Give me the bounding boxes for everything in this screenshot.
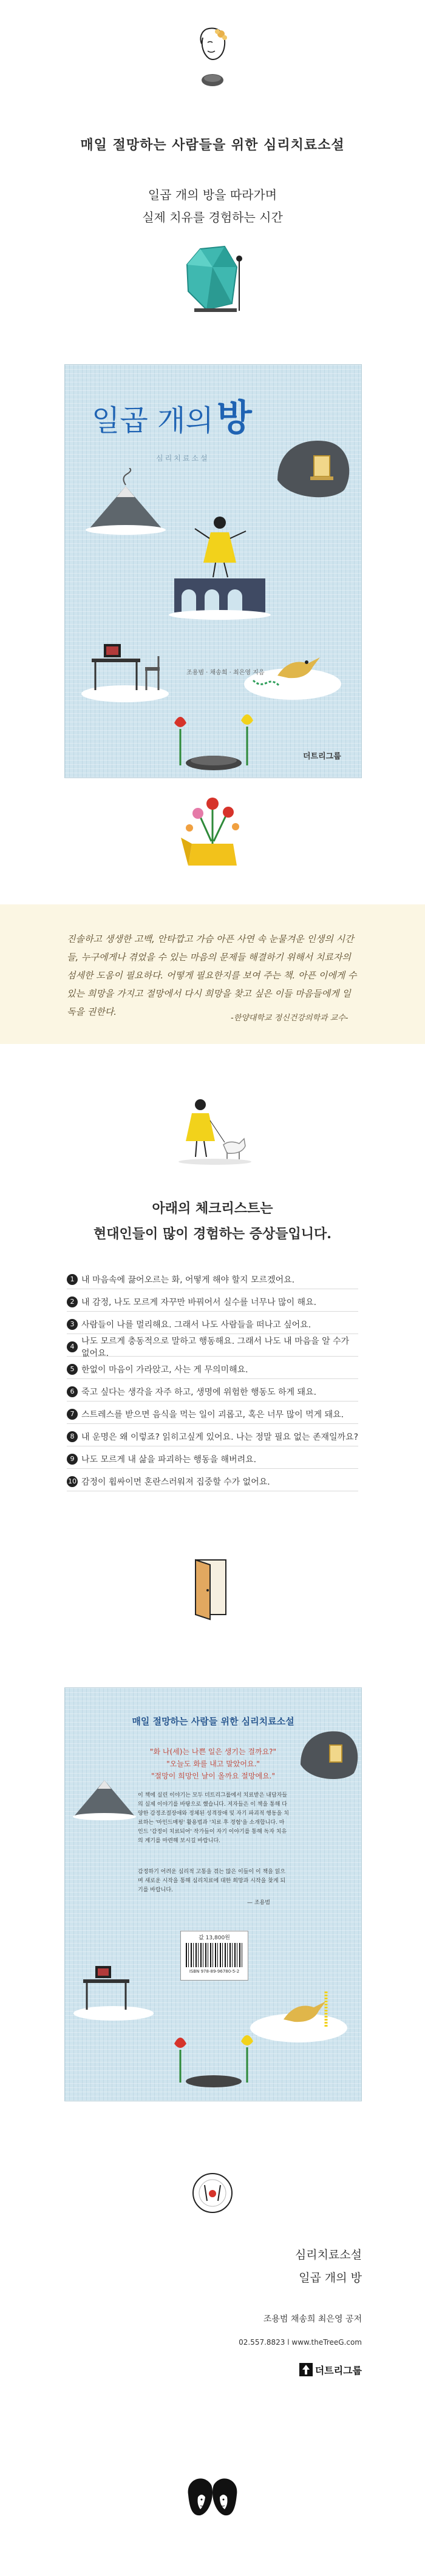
back-quote-1: "화 나(세)는 나쁜 일은 생기는 걸까요?"	[149, 1747, 277, 1756]
checklist-number: 9	[67, 1454, 78, 1465]
footer-genre: 심리치료소설	[294, 2248, 362, 2262]
cover-authors: 조용범 · 채송희 · 최은영 지음	[186, 669, 265, 676]
checklist-number: 7	[67, 1409, 78, 1420]
gem-icon	[176, 243, 249, 316]
flower-box-illustration	[176, 789, 249, 868]
checklist-number: 3	[67, 1319, 78, 1330]
tagline: 매일 절망하는 사람들을 위한 심리치료소설	[80, 137, 345, 153]
barcode-bars	[186, 1943, 243, 1967]
door-illustration	[189, 1554, 236, 1621]
footer-contact: 02.557.8823 l www.theTreeG.com	[239, 2338, 362, 2347]
tulips-icon	[156, 705, 271, 771]
recommendation-text: 진솔하고 생생한 고백, 안타깝고 가슴 아픈 사연 속 눈물겨운 인생의 시간들, 누구에게나 겪었을 수 있는 마음의 문제들 해결하기 위해서 치료자의 섬세한 도움이 필요하다. 어떻게 필요한지를 보여 주는 책. 아픈 이에게 수 있는 희망을 가지고 절망에서 다시 희망을 찾고 싶은 이들 마음들에게 일독을 권한다.	[67, 934, 357, 1017]
back-tagline: 매일 절망하는 사람들 위한 심리치료소설	[132, 1716, 294, 1727]
girl-bridge-icon	[168, 504, 271, 620]
mountain-icon	[83, 468, 168, 535]
checklist-heading-2: 현대인들이 많이 경험하는 증상들입니다.	[93, 1226, 332, 1242]
checklist-item-text: 스트레스를 받으면 음식을 먹는 일이 괴롭고, 혹은 너무 많이 먹게 돼요.	[81, 1410, 344, 1420]
plate-icon	[191, 2172, 234, 2214]
barcode	[180, 1931, 248, 1981]
checklist-item-text: 나도 모르게 내 삶을 파괴하는 행동을 해버려요.	[81, 1455, 257, 1465]
cover-publisher: 더트리그룹	[303, 752, 341, 761]
two-faces-icon	[180, 2470, 245, 2531]
checklist-heading-1: 아래의 체크리스트는	[152, 1201, 273, 1216]
barcode-isbn: ISBN 978-89-96780-5-2	[189, 1969, 240, 1974]
checklist-number: 1	[67, 1274, 78, 1285]
tree-logo-icon	[299, 2363, 313, 2376]
checklist-item[interactable]	[67, 1270, 358, 1289]
checklist-item[interactable]	[67, 1450, 358, 1469]
checklist-item[interactable]	[67, 1383, 358, 1402]
checklist-item-text: 나도 모르게 충동적으로 말하고 행동해요. 그래서 나도 내 마음을 알 수가 없어요.	[81, 1337, 350, 1358]
open-door-icon	[189, 1554, 236, 1621]
checklist-number: 10	[67, 1476, 78, 1487]
checklist-number: 5	[67, 1364, 78, 1375]
checklist-item[interactable]	[67, 1315, 358, 1334]
checklist-item[interactable]	[67, 1473, 358, 1491]
recommendation-signature: -한양대학교 정신건강의학과 교수-	[231, 1014, 348, 1023]
recommendation-box	[0, 904, 425, 1044]
back-body: 이 책에 실린 이야기는 모두 더트리그룹에서 치료받은 내담자들의 실제 이야기를 바탕으로 했습니다. 저자들은 이 책을 통해 다양한 감정조절장애와 정체된 성격장애 및 자기 파괴적 행동을 치료하는 '마인드매핑' 활용법과 '치료 후 경험'을 소개합니다. 마인드 '감정이 치료되어' 작가들이 자기 이야기를 통해 독자 치유의 계기를 마련해 보시길 바랍니다.	[138, 1792, 289, 1844]
gem-illustration	[176, 243, 249, 316]
cover-title	[92, 389, 252, 441]
checklist-item[interactable]	[67, 1428, 358, 1446]
footer-title: 일곱 개의 방	[299, 2271, 362, 2285]
footer-publisher-logo	[291, 2361, 362, 2378]
checklist-item-text: 죽고 싶다는 생각을 자주 하고, 생명에 위험한 행동도 하게 돼요.	[81, 1388, 317, 1397]
checklist-item-text: 내 감정, 나도 모르게 자꾸만 바꿔어서 실수를 너무나 많이 해요.	[81, 1298, 317, 1307]
checklist-item-text: 감정이 휩싸이면 혼란스러워져 집중할 수가 없어요.	[81, 1477, 270, 1487]
intro-line-2: 실제 치유를 경험하는 시간	[142, 210, 283, 225]
checklist-item-text: 내 운명은 왜 이렇죠? 읽히고싶게 있어요. 나는 정말 필요 없는 존재일까요?	[81, 1432, 359, 1442]
checklist-item-text: 한없이 마음이 가라앉고, 사는 게 무의미해요.	[81, 1365, 248, 1375]
face-logo-icon	[193, 24, 232, 91]
checklist-number: 8	[67, 1431, 78, 1442]
checklist-item-text: 내 마음속에 끓어오르는 화, 어떻게 해야 할지 모르겠어요.	[81, 1275, 295, 1285]
checklist-number: 4	[67, 1341, 78, 1352]
back-desk-icon	[71, 1955, 156, 2022]
checklist-number: 6	[67, 1386, 78, 1397]
front-cover	[64, 364, 362, 778]
back-tulips-icon	[156, 2028, 271, 2089]
flower-box-icon	[176, 789, 249, 868]
desk-icon	[80, 632, 171, 705]
girl-dog-icon	[176, 1096, 255, 1167]
back-signoff: — 조용범	[247, 1900, 270, 1906]
top-emblem	[193, 24, 232, 91]
rock-door-icon	[271, 432, 356, 504]
cover-title-accent: 방	[216, 397, 252, 439]
back-quote-2: "오늘도 화를 내고 말았어요."	[166, 1760, 260, 1768]
checklist-item-text: 사람들이 나를 멀리해요. 그래서 나도 사람들을 떠나고 싶어요.	[81, 1320, 311, 1330]
cover-subtitle: 심리치료소설	[156, 454, 209, 463]
cover-title-main: 일곱 개의	[92, 404, 214, 438]
footer-authors: 조용범 채송희 최은영 공저	[263, 2314, 362, 2324]
checklist-item[interactable]	[67, 1293, 358, 1312]
plate-emblem	[191, 2172, 234, 2214]
checklist-item[interactable]	[67, 1405, 358, 1424]
intro-line-1: 일곱 개의 방을 따라가며	[148, 188, 277, 202]
checklist-number: 2	[67, 1296, 78, 1307]
checklist-item[interactable]	[67, 1360, 358, 1379]
checklist-item[interactable]	[67, 1338, 358, 1357]
back-quote-3: "절망이 희망인 날이 올까요 절망에요."	[151, 1772, 275, 1780]
barcode-price: 값 13,800원	[199, 1935, 230, 1941]
girl-dog-illustration	[176, 1096, 255, 1167]
back-cover	[64, 1687, 362, 2101]
bottom-faces	[180, 2470, 245, 2531]
footer-publisher: 더트리그룹	[314, 2364, 362, 2376]
back-body-2: 감정하기 어려운 심리적 고통을 겪는 많은 이들이 이 책을 읽으며 새로운 시작을 통해 심리치료에 대한 희망과 시작을 찾게 되기를 바랍니다.	[138, 1869, 286, 1893]
